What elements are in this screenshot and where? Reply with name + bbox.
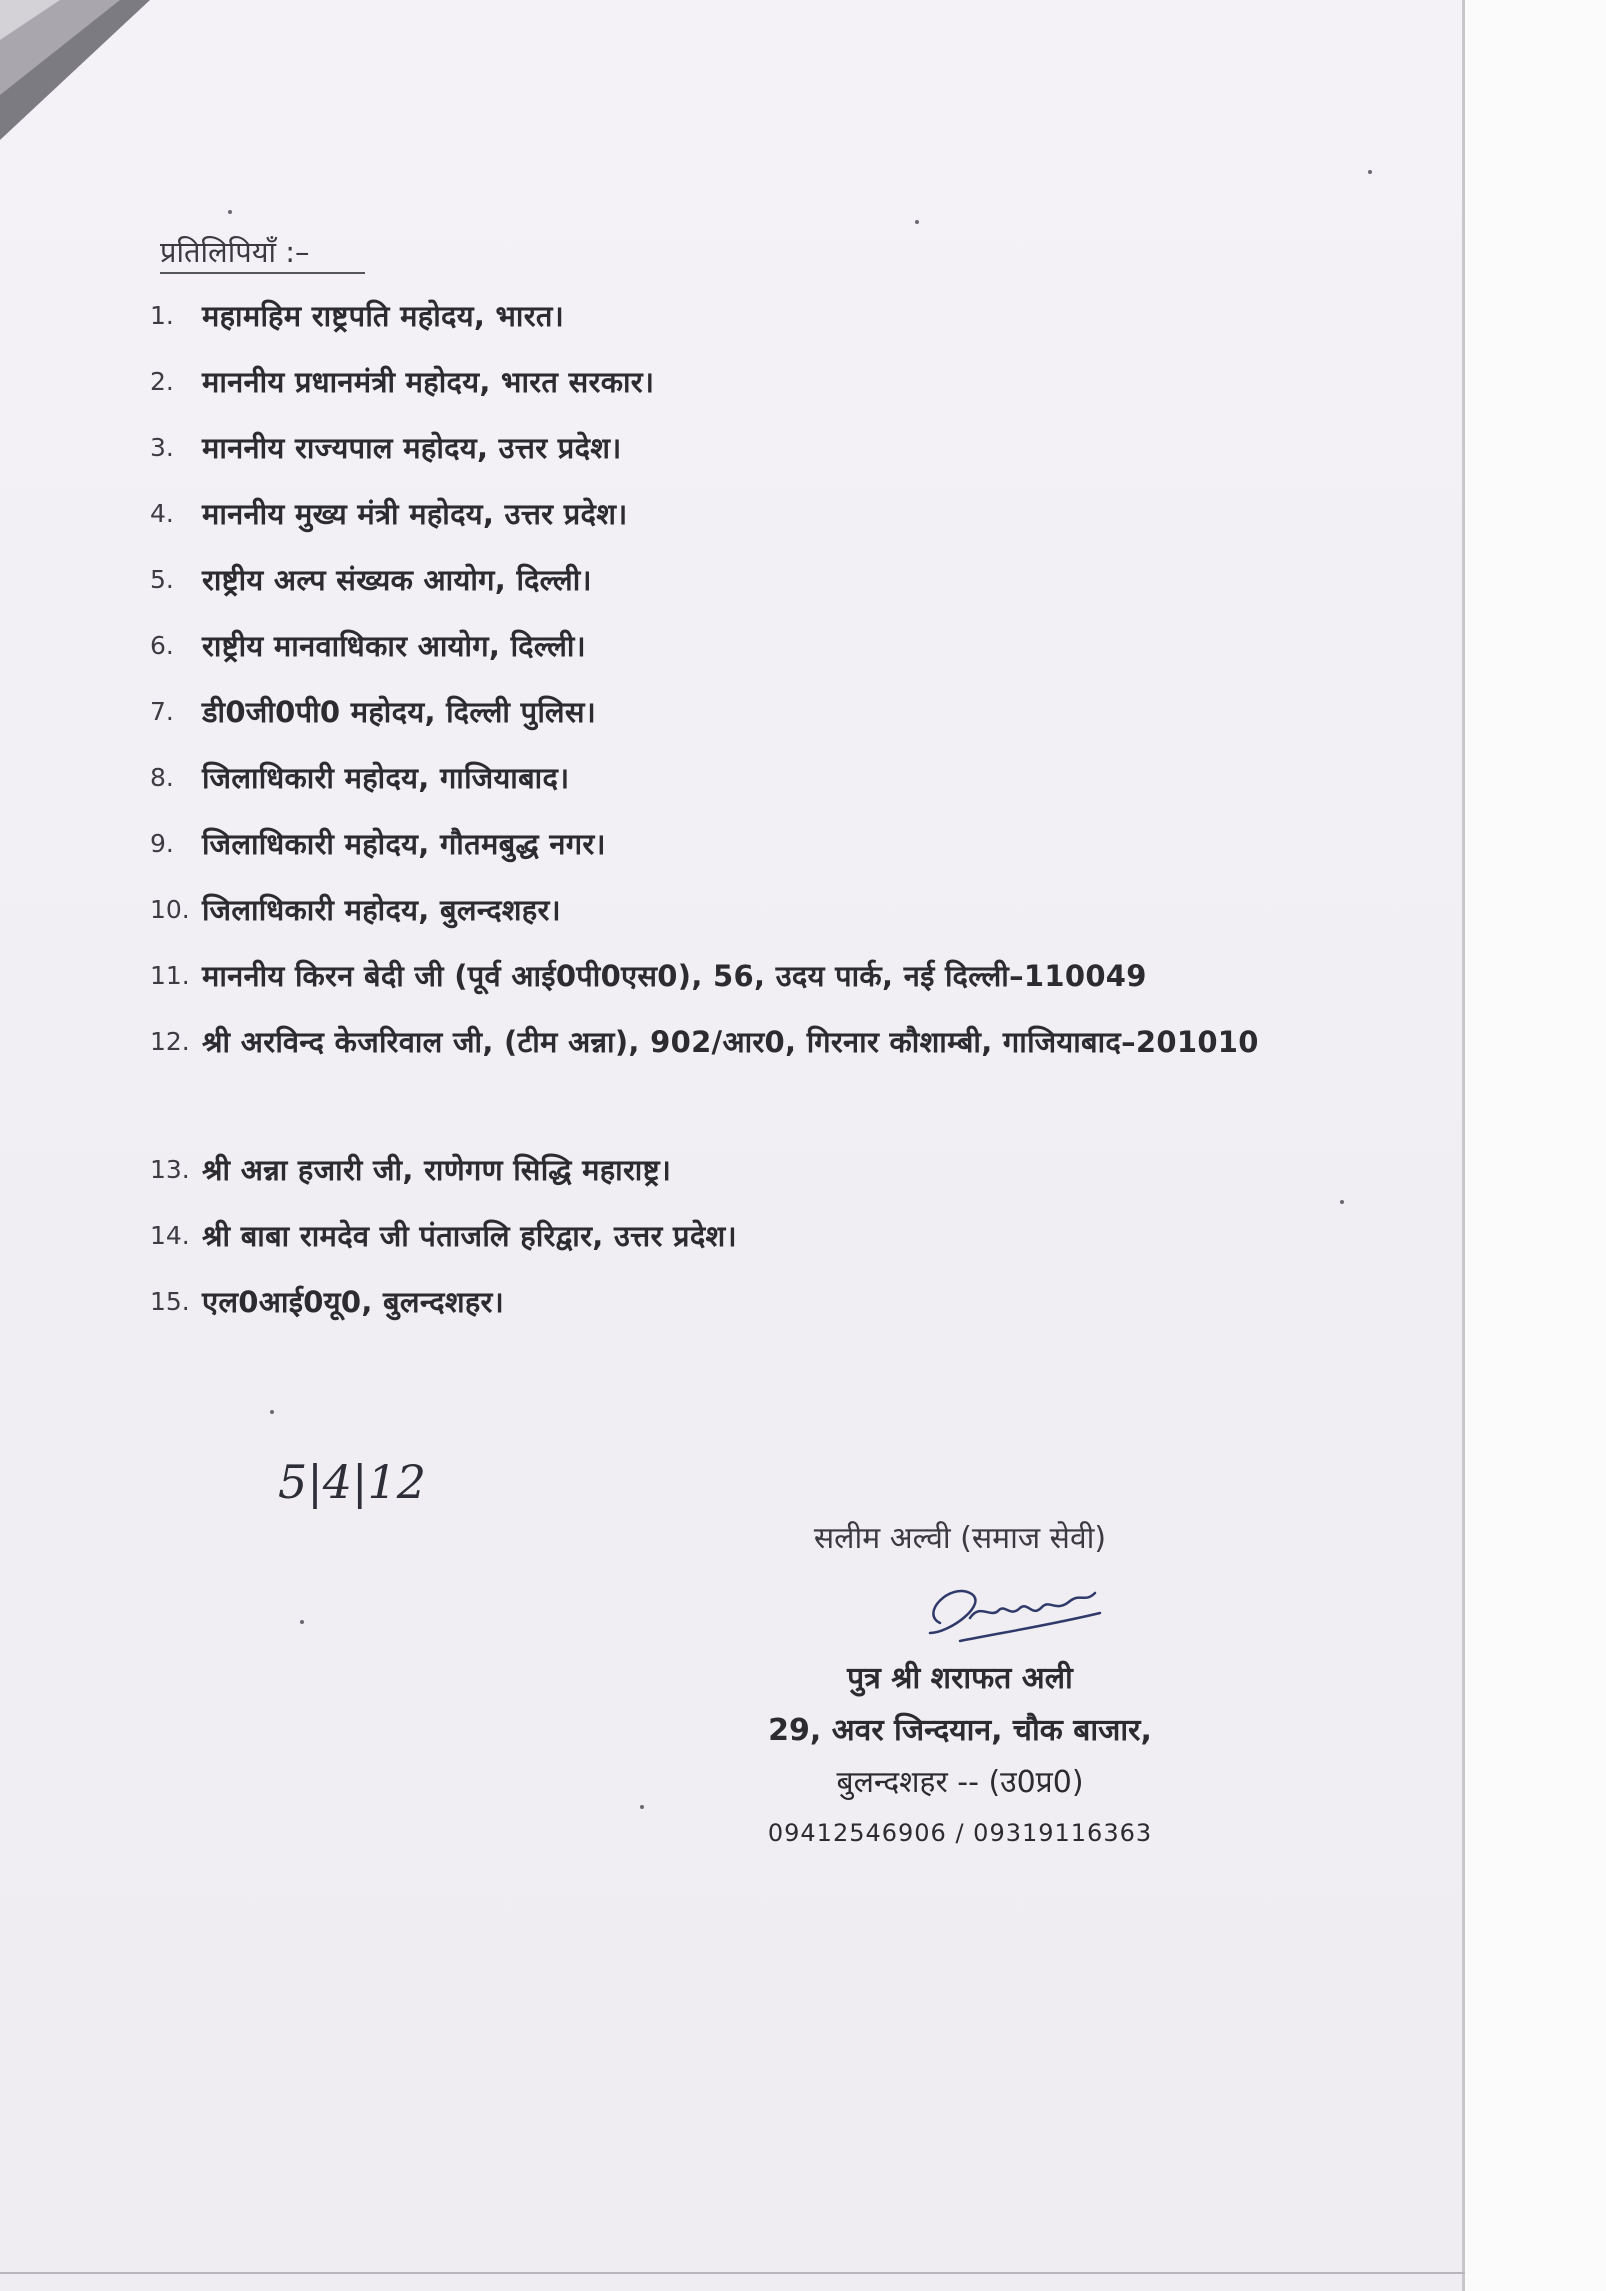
- list-item-text: महामहिम राष्ट्रपति महोदय, भारत।: [202, 299, 565, 333]
- sender-parent: पुत्र श्री शराफत अली: [847, 1661, 1073, 1696]
- list-item: [150, 494, 1300, 560]
- list-item: [150, 626, 1300, 692]
- sender-block: [680, 1515, 1240, 1857]
- list-item-text: जिलाधिकारी महोदय, गाजियाबाद।: [202, 761, 570, 795]
- list-item-number: 11.: [150, 961, 190, 990]
- signature: [680, 1563, 1240, 1653]
- scan-speck: [228, 210, 232, 214]
- list-item-number: 13.: [150, 1155, 190, 1184]
- list-item-text: राष्ट्रीय मानवाधिकार आयोग, दिल्ली।: [202, 629, 586, 663]
- list-item-text: माननीय राज्यपाल महोदय, उत्तर प्रदेश।: [202, 431, 622, 465]
- copies-list: [150, 296, 1300, 1348]
- list-item-number: 9.: [150, 829, 174, 858]
- list-item-text: जिलाधिकारी महोदय, बुलन्दशहर।: [202, 893, 561, 927]
- scan-speck: [1340, 1200, 1344, 1204]
- list-item-text: माननीय किरन बेदी जी (पूर्व आई0पी0एस0), 56, उदय पार्क, नई दिल्ली–110049: [202, 959, 1147, 993]
- list-item: [150, 956, 1300, 1022]
- list-item-text: माननीय प्रधानमंत्री महोदय, भारत सरकार।: [202, 365, 655, 399]
- list-item: [150, 1150, 1300, 1216]
- scan-background: [1465, 0, 1606, 2291]
- list-item: [150, 1216, 1300, 1282]
- scan-speck: [1368, 170, 1372, 174]
- list-item-number: 2.: [150, 367, 174, 396]
- list-item: [150, 890, 1300, 956]
- folded-corner: [0, 0, 150, 150]
- copies-heading: प्रतिलिपियाँ :–: [160, 235, 310, 269]
- list-item-text: माननीय मुख्य मंत्री महोदय, उत्तर प्रदेश।: [202, 497, 628, 531]
- list-item: [150, 560, 1300, 626]
- list-item-number: 12.: [150, 1027, 190, 1056]
- list-item-number: 7.: [150, 697, 174, 726]
- handwritten-date: 5|4|12: [278, 1455, 427, 1509]
- list-item: [150, 1022, 1300, 1150]
- list-item-number: 14.: [150, 1221, 190, 1250]
- signature-scribble: [910, 1563, 1110, 1653]
- scan-speck: [270, 1410, 274, 1414]
- list-item: [150, 824, 1300, 890]
- list-item-number: 4.: [150, 499, 174, 528]
- list-item-text: एल0आई0यू0, बुलन्दशहर।: [202, 1285, 504, 1319]
- list-item: [150, 758, 1300, 824]
- page-bottom-edge: [0, 2272, 1465, 2274]
- list-item: [150, 428, 1300, 494]
- list-item: [150, 1282, 1300, 1348]
- list-item: [150, 362, 1300, 428]
- list-item-text: राष्ट्रीय अल्प संख्यक आयोग, दिल्ली।: [202, 563, 592, 597]
- list-item-text: डी0जी0पी0 महोदय, दिल्ली पुलिस।: [202, 695, 597, 729]
- list-item-text: श्री अन्ना हजारी जी, राणेगण सिद्धि महाराष्ट्र।: [202, 1153, 672, 1187]
- list-item-text: श्री बाबा रामदेव जी पंताजलि हरिद्वार, उत्तर प्रदेश।: [202, 1219, 737, 1253]
- list-item: [150, 296, 1300, 362]
- list-item-number: 15.: [150, 1287, 190, 1316]
- sender-address: 29, अवर जिन्दयान, चौक बाजार,: [768, 1713, 1152, 1748]
- sender-phones: 09412546906 / 09319116363: [767, 1819, 1153, 1847]
- list-item-number: 1.: [150, 301, 174, 330]
- list-item-number: 8.: [150, 763, 174, 792]
- sender-name: सलीम अल्वी (समाज सेवी): [813, 1521, 1107, 1556]
- list-item-number: 6.: [150, 631, 174, 660]
- list-item-text: जिलाधिकारी महोदय, गौतमबुद्ध नगर।: [202, 827, 606, 861]
- list-item-text: श्री अरविन्द केजरिवाल जी, (टीम अन्ना), 902/आर0, गिरनार कौशाम्बी, गाजियाबाद–201010: [202, 1025, 1259, 1059]
- heading-underline: [160, 272, 365, 274]
- sender-city: बुलन्दशहर -- (उ0प्र0): [836, 1765, 1084, 1800]
- list-item: [150, 692, 1300, 758]
- list-item-number: 10.: [150, 895, 190, 924]
- list-item-number: 3.: [150, 433, 174, 462]
- scan-speck: [640, 1805, 644, 1809]
- scan-speck: [300, 1620, 304, 1624]
- scan-speck: [915, 220, 919, 224]
- list-item-number: 5.: [150, 565, 174, 594]
